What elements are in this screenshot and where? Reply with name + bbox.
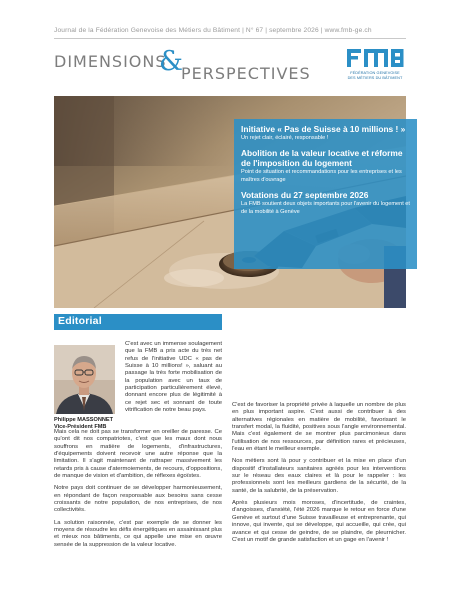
author-role: Vice-Président FMB [54,424,107,430]
author-portrait [54,345,115,414]
editorial-paragraph: Après plusieurs mois moroses, d'incertitude, de craintes, d'angoisses, d'anxiété, l'été 2026 marque le retour en force d'une Genève et surtout d'une Suisse travailleuse et entreprenante, qui innove, qui invente, qui se développe, qui accueille, qui crée, qui avance et qui cesse de geindre, de se plaindre, de pleurnicher. C'est un motif de grande satisfaction et un gage en l'avenir ! [232,500,406,543]
highlight-title: Abolition de la valeur locative et réforme de l'imposition du logement [241,148,403,169]
highlights-box [234,119,417,269]
journal-topline: Journal de la Fédération Genevoise des Métiers du Bâtiment | N° 67 | septembre 2026 | www.fmb-ge.ch [54,27,372,34]
highlight-item[interactable] [241,148,410,184]
highlight-text: Un rejet clair, éclairé, responsable ! [241,135,329,141]
editorial-column-intro [125,341,222,419]
fmb-logo [344,46,406,88]
editorial-paragraph: Notre pays doit continuer de se développer harmonieusement, en répondant de façon responsable aux besoins sans cesse croissants de notre population, de nos entreprises, de nos collectivités. [54,485,222,514]
editorial-paragraph: Mais cela ne doit pas se transformer en oreiller de paresse. Ce qu'ont dit nos compatriotes, c'est que les maux dont nous souffrons en matière de logements, d'infrastructures, d'équipements doivent recevoir une autre réponse que la limitation. Il s'agit maintenant de rattraper massivement les retards pris à cause d'atermoiements, de recours, d'oppositions, de manque de vision et d'ambition, de réflexes égoïstes. [54,429,222,480]
highlight-title: Votations du 27 septembre 2026 [241,190,369,201]
highlight-item[interactable] [241,190,410,216]
logo-name-line1: FÉDÉRATION GENEVOISE [350,71,400,75]
logo-name-line2: DES MÉTIERS DU BÂTIMENT [347,75,403,80]
masthead-perspectives: PERSPECTIVES [181,64,311,83]
editorial-column-right [232,402,406,549]
masthead [54,46,344,86]
editorial-heading: Editorial [58,315,102,327]
highlight-text: Point de situation et recommandations pour les entreprises et les maîtres d'ouvrage [241,169,402,183]
highlight-text: La FMB soutient deux objets importants pour l'avenir du logement et de la mobilité à Genève [241,201,410,215]
editorial-paragraph: La solution raisonnée, c'est par exemple de se donner les moyens de résoudre les défis énergétiques en assainissant plus et mieux nos bâtiments, ce qui appelle une mise en œuvre sensée de la suppression de la valeur locative. [54,519,222,548]
highlight-title: Initiative « Pas de Suisse à 10 millions ! » [241,124,406,134]
editorial-paragraph: C'est avec un immense soulagement que la FMB a pris acte du très net refus de l'initiative UDC « pas de Suisse à 10 millions! », saluant au passage la très forte mobilisation de la population avec un taux de participation particulièrement élevé, donnant encore plus de légitimité à ce rejet sec et sonnant de toute vitrification de notre beau pays. [125,341,222,414]
topline-divider [54,38,406,39]
masthead-dimensions: DIMENSIONS [54,52,167,71]
editorial-column-left [54,429,222,554]
fmb-logo-mark [344,46,406,70]
author-name: Philippe MASSONNET [54,417,114,423]
editorial-paragraph: Nos métiers sont là pour y contribuer et la mise en place d'un dispositif d'installateurs sanitaires agréés pour les interventions sur le réseau des eaux claires et là pour le rappeler : les professionnels sont les meilleurs gardiens de la sécurité, de la santé, de la salubrité, de la préservation. [232,458,406,494]
logo-organization-name [344,71,406,80]
masthead-ampersand: & [159,46,185,77]
highlight-item[interactable] [241,124,410,142]
editorial-paragraph: C'est de favoriser la propriété privée à laquelle un nombre de plus en plus important aspire. C'est aussi de contribuer à des alternatives régionales en matière de mobilité, favorisant le transfert modal, la fluidité, positives sous l'angle environnemental. Mais c'est également de se montrer plus parcimonieux dans l'utilisation de nos ressources, par définition rares et précieuses, l'eau en étant le meilleur exemple. [232,402,406,453]
